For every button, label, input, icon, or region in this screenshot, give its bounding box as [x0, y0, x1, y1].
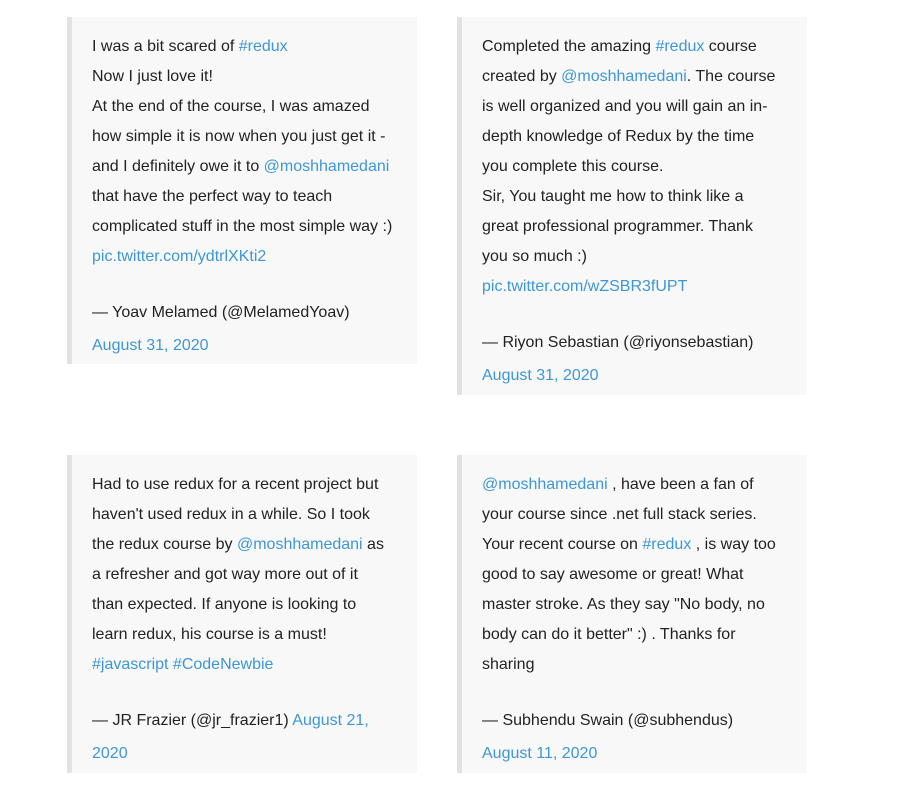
tweet-text: I was a bit scared of #redux Now I just love it! At the end of the course, I was amazed how simple it is now when you just get it - and I definitely owe it to @moshhamedani that have the perfect way to teach complicated stuff in the most simple way :) pic.twitter.com/ydtrlXKti2	[92, 38, 393, 265]
hashtag-link-redux[interactable]: #redux	[238, 38, 288, 55]
tweet-date-link[interactable]: August 21,	[292, 712, 369, 729]
mention-link-moshhamedani[interactable]: @moshhamedani	[482, 476, 608, 493]
tweet-card-riyon	[457, 17, 807, 395]
tweet-date-link[interactable]: August 11, 2020	[482, 745, 598, 762]
pic-link[interactable]: pic.twitter.com/ydtrlXKti2	[92, 248, 267, 265]
tweet-date-link[interactable]: August 31, 2020	[482, 367, 599, 384]
tweet-author: — Riyon Sebastian (@riyonsebastian)	[482, 334, 754, 351]
tweet-author: — Yoav Melamed (@MelamedYoav)	[92, 304, 350, 321]
tweet-text: Completed the amazing #redux course created by @moshhamedani. The course is well organized and you will gain an in- depth knowledge of Redux by the time you complete this course. Sir, You taught me how to think like a great professional programmer. Thank you so much :) pic.twitter.com/wZSBR3fUPT	[482, 38, 776, 295]
pic-link[interactable]: pic.twitter.com/wZSBR3fUPT	[482, 278, 688, 295]
tweet-date-year[interactable]: 2020	[92, 745, 128, 762]
tweet-text: Had to use redux for a recent project but haven't used redux in a while. So I took the redux course by @moshhamedani as a refresher and got way more out of it than expected. If anyone is looking to learn redux, his course is a must! #javascript #CodeNewbie	[92, 476, 384, 673]
hashtag-links[interactable]: #javascript #CodeNewbie	[92, 656, 274, 673]
mention-link-moshhamedani[interactable]: @moshhamedani	[561, 68, 687, 85]
tweet-text: @moshhamedani , have been a fan of your course since .net full stack series. Your recent course on #redux , is way too good to say awesome or great! What master stroke. As they say "No body, no body can do it better" :) . Thanks for sharing	[482, 476, 776, 673]
tweet-card-subhendu	[457, 455, 807, 773]
tweet-author: — Subhendu Swain (@subhendus)	[482, 712, 734, 729]
tweet-date-link[interactable]: August 31, 2020	[92, 337, 209, 354]
tweet-card-jr-frazier	[67, 455, 417, 773]
mention-link-moshhamedani[interactable]: @moshhamedani	[236, 536, 363, 553]
mention-link-moshhamedani[interactable]: @moshhamedani	[263, 158, 390, 175]
hashtag-link-redux[interactable]: #redux	[655, 38, 705, 55]
tweet-card-yoav	[67, 17, 417, 364]
hashtag-link-redux[interactable]: #redux	[642, 536, 692, 553]
tweet-author: — JR Frazier (@jr_frazier1) August 21,	[92, 712, 369, 729]
